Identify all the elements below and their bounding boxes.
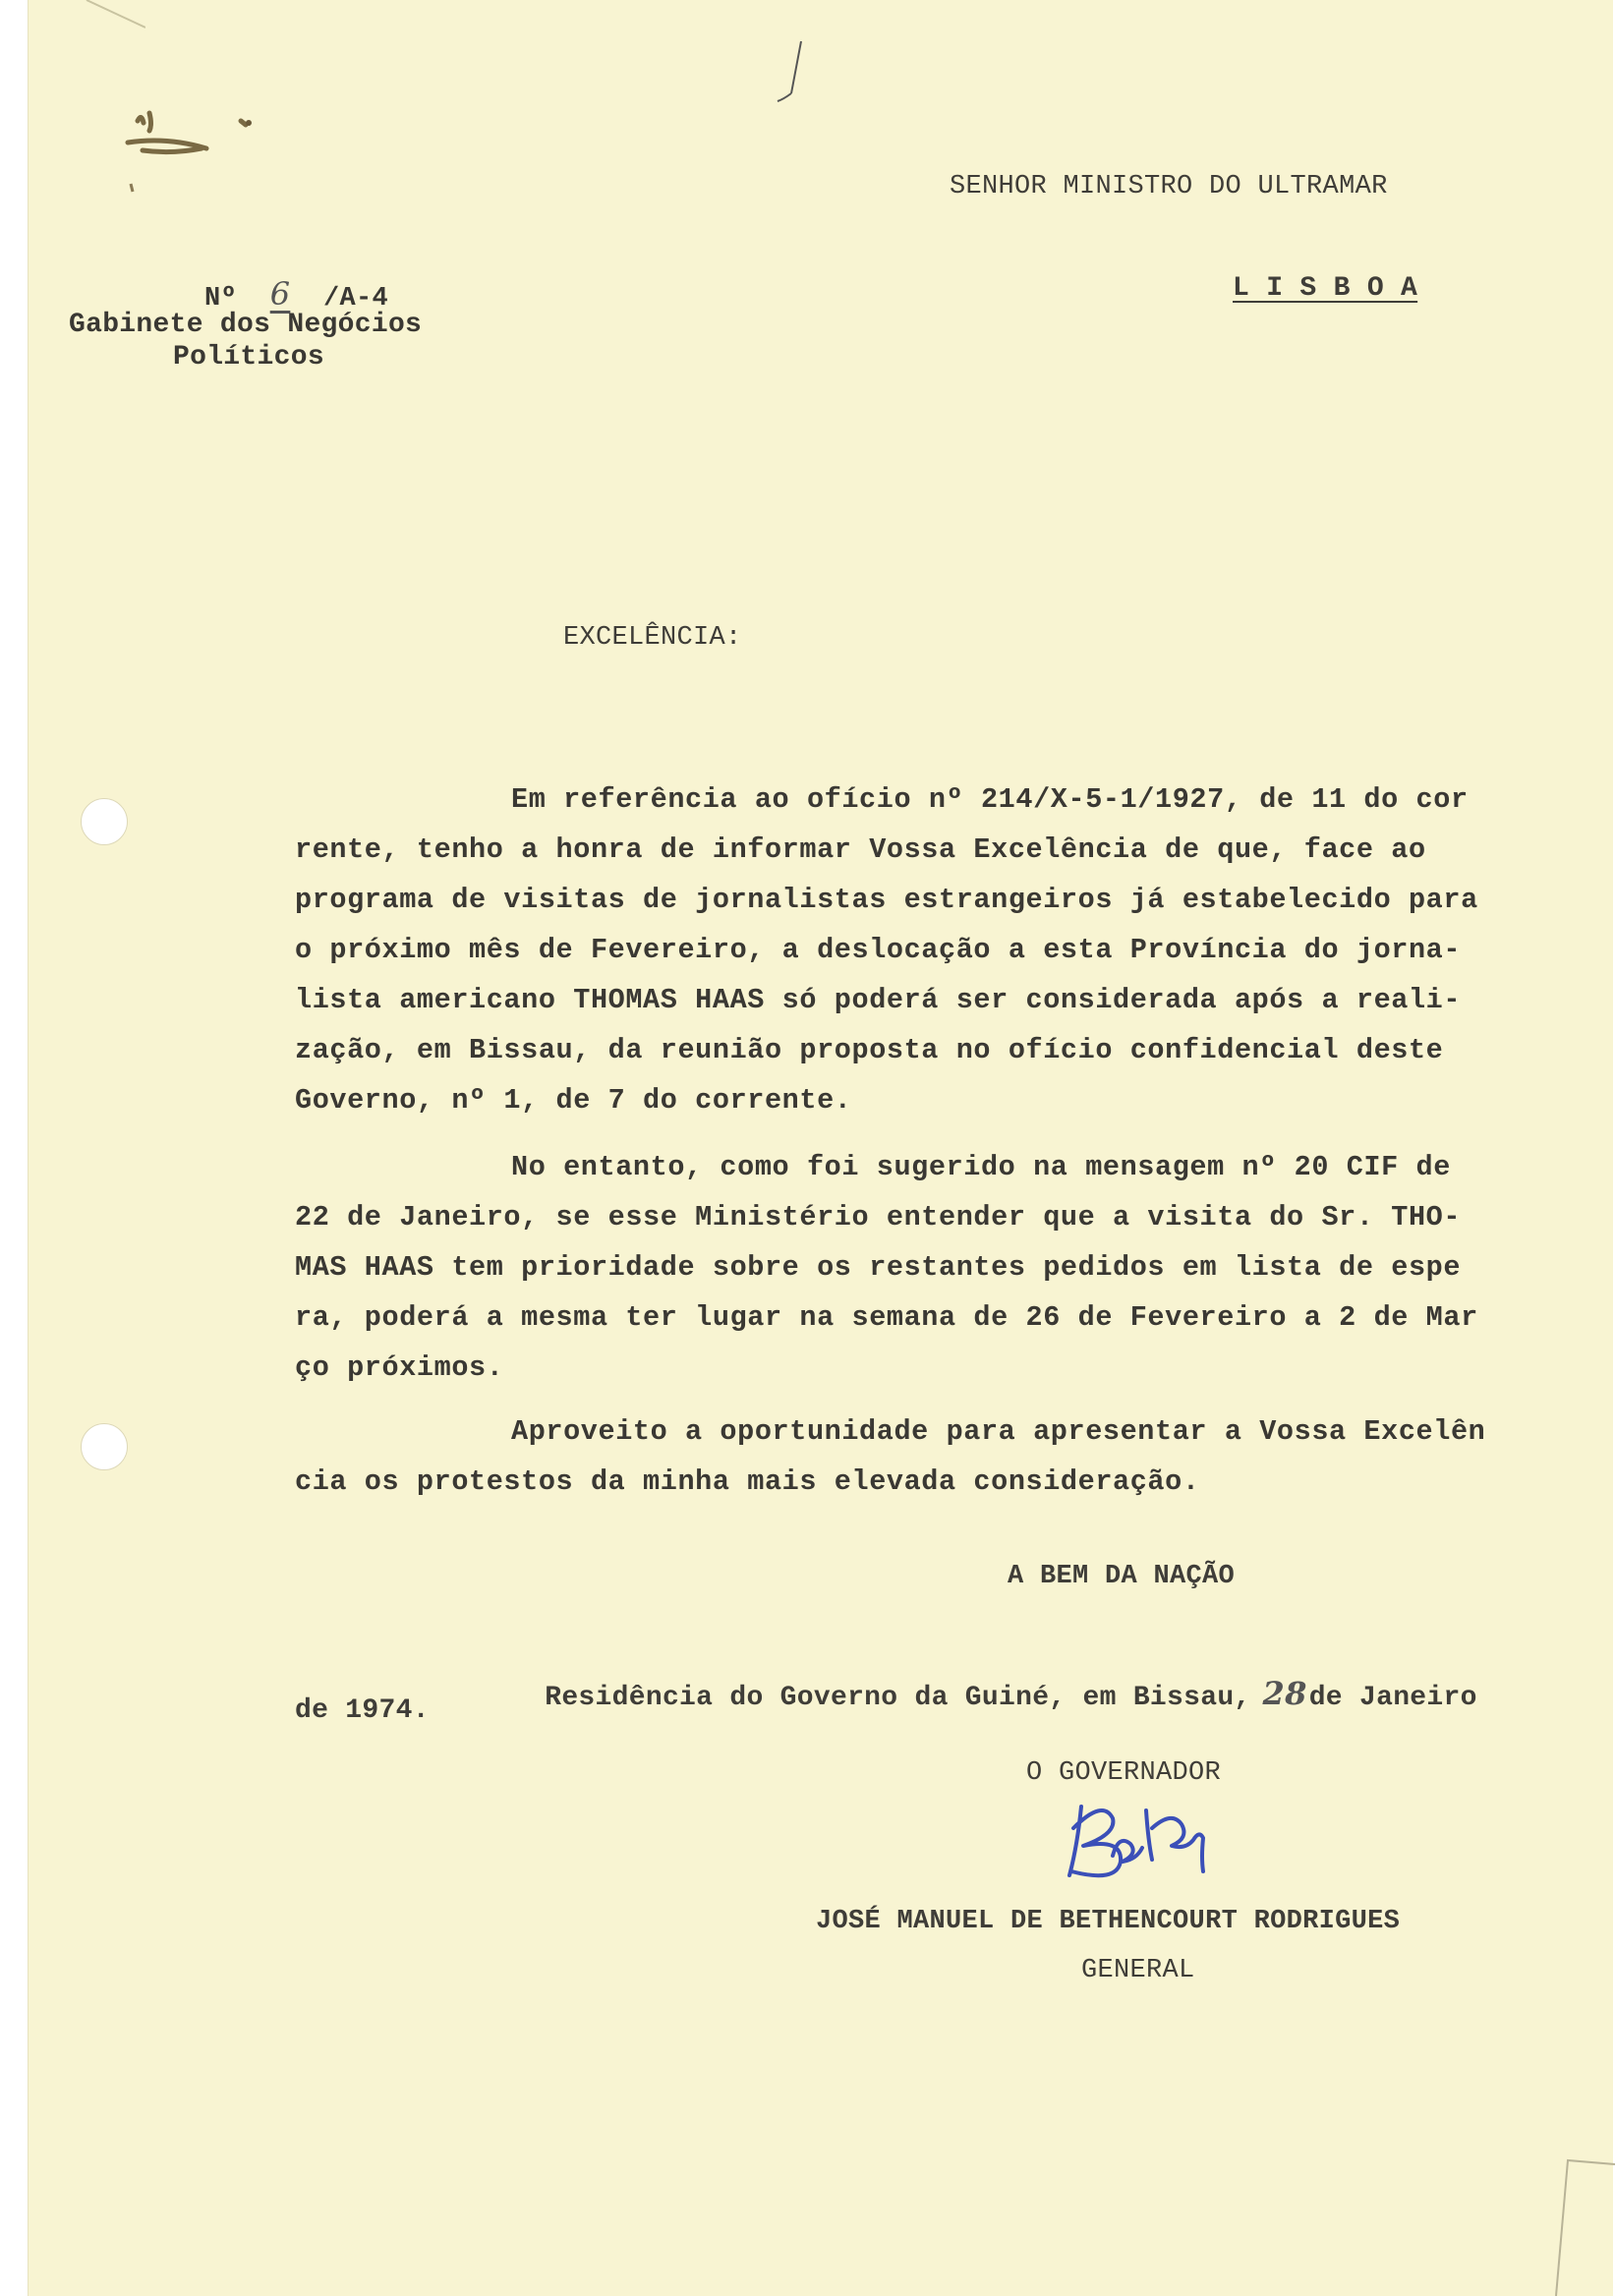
- body-line: o próximo mês de Fevereiro, a deslocação a esta Província do jorna-: [295, 934, 1462, 966]
- ref-prefix: Nº: [204, 284, 238, 314]
- body-line: 22 de Janeiro, se esse Ministério entender que a visita do Sr. THO-: [295, 1201, 1462, 1234]
- page-corner-curl: [1509, 2152, 1615, 2296]
- signatory-rank: GENERAL: [1081, 1956, 1195, 1985]
- body-line: ço próximos.: [295, 1351, 504, 1384]
- body-line: No entanto, como foi sugerido na mensagem nº 20 CIF de: [511, 1151, 1451, 1183]
- ref-number: 6: [269, 275, 291, 313]
- place-date-line: [511, 1644, 1477, 1713]
- place-date-year: de 1974.: [295, 1695, 430, 1726]
- body-line: zação, em Bissau, da reunião proposta no ofício confidencial deste: [295, 1034, 1444, 1066]
- body-line: lista americano THOMAS HAAS só poderá ser considerada após a reali-: [295, 984, 1462, 1016]
- punch-hole-top: [81, 798, 128, 845]
- body-line: ra, poderá a mesma ter lugar na semana de 26 de Fevereiro a 2 de Mar: [295, 1301, 1478, 1334]
- office-line-1: Gabinete dos Negócios: [69, 310, 423, 340]
- stamp-smudge: [123, 103, 260, 197]
- place-date-start: Residência do Governo da Guiné, em Bissau,: [545, 1683, 1251, 1713]
- body-line: cia os protestos da minha mais elevada consideração.: [295, 1465, 1200, 1498]
- signatory-name: JOSÉ MANUEL DE BETHENCOURT RODRIGUES: [816, 1907, 1401, 1936]
- page-corner-fold: [28, 0, 145, 69]
- closing-formula: A BEM DA NAÇÃO: [1008, 1562, 1236, 1591]
- place-date-end: de Janeiro: [1308, 1683, 1477, 1713]
- punch-hole-bottom: [81, 1423, 128, 1470]
- body-line: programa de visitas de jornalistas estrangeiros já estabelecido para: [295, 884, 1478, 916]
- salutation: EXCELÊNCIA:: [563, 623, 742, 653]
- addressee: SENHOR MINISTRO DO ULTRAMAR: [950, 172, 1388, 201]
- destination-city: L I S B O A: [1233, 273, 1418, 304]
- body-line: Governo, nº 1, de 7 do corrente.: [295, 1084, 852, 1117]
- office-line-2: Políticos: [173, 342, 324, 373]
- signature-role: O GOVERNADOR: [1026, 1758, 1222, 1788]
- ref-suffix: /A-4: [323, 284, 389, 314]
- place-date-day: 28: [1262, 1675, 1307, 1712]
- reference-number: [172, 246, 388, 314]
- handwritten-signature: [1052, 1789, 1229, 1892]
- body-line: Aproveito a oportunidade para apresentar a Vossa Excelên: [511, 1415, 1486, 1448]
- page-number-handwritten: [772, 39, 811, 103]
- body-line: MAS HAAS tem prioridade sobre os restantes pedidos em lista de espe: [295, 1251, 1462, 1284]
- body-line: rente, tenho a honra de informar Vossa Excelência de que, face ao: [295, 833, 1426, 866]
- body-line: Em referência ao ofício nº 214/X-5-1/1927, de 11 do cor: [511, 783, 1469, 816]
